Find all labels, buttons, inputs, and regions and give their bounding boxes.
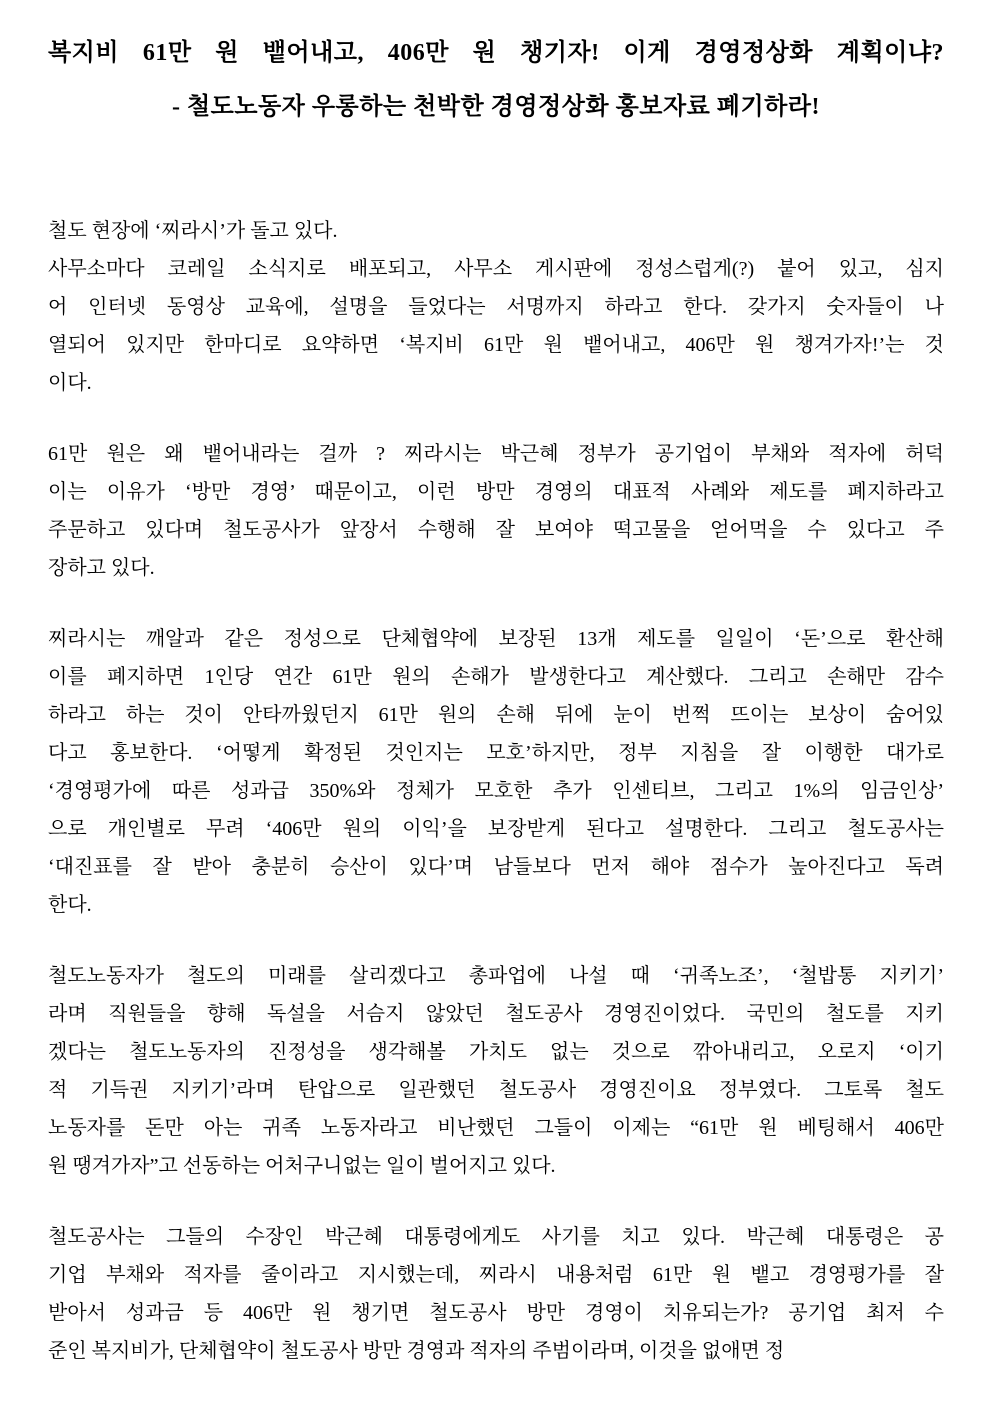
- document-title-line1: 복지비 61만 원 뱉어내고, 406만 원 챙기자! 이게 경영정상화 계획이냐?: [48, 40, 944, 66]
- document-body: [48, 212, 944, 1370]
- text-line: 철도노동자가 철도의 미래를 살리겠다고 총파업에 나설 때 ‘귀족노조’, ‘철밥통 지키기’: [48, 965, 944, 987]
- text-line: 원 땡겨가자”고 선동하는 어처구니없는 일이 벌어지고 있다.: [48, 1155, 556, 1177]
- text-line: 노동자를 돈만 아는 귀족 노동자라고 비난했던 그들이 이제는 “61만 원 베팅해서 406만: [48, 1117, 944, 1139]
- text-line: 라며 직원들을 향해 독설을 서슴지 않았던 철도공사 경영진이었다. 국민의 철도를 지키: [48, 1003, 944, 1025]
- text-line: 사무소마다 코레일 소식지로 배포되고, 사무소 게시판에 정성스럽게(?) 붙어 있고, 심지: [48, 258, 944, 280]
- text-line: 적 기득권 지키기’라며 탄압으로 일관했던 철도공사 경영진이요 정부였다. 그토록 철도: [48, 1079, 944, 1101]
- text-line: 철도공사는 그들의 수장인 박근혜 대통령에게도 사기를 치고 있다. 박근혜 대통령은 공: [48, 1226, 944, 1248]
- text-line: 61만 원은 왜 뱉어내라는 걸까 ? 찌라시는 박근혜 정부가 공기업이 부채와 적자에 허덕: [48, 443, 944, 465]
- text-line: 받아서 성과금 등 406만 원 챙기면 철도공사 방만 경영이 치유되는가? 공기업 최저 수: [48, 1302, 944, 1324]
- paragraph: [48, 1218, 944, 1370]
- text-line: 열되어 있지만 한마디로 요약하면 ‘복지비 61만 원 뱉어내고, 406만 원 챙겨가자!’는 것: [48, 334, 944, 356]
- text-line: 으로 개인별로 무려 ‘406만 원의 이익’을 보장받게 된다고 설명한다. 그리고 철도공사는: [48, 818, 944, 840]
- paragraph: [48, 957, 944, 1185]
- text-line: 하라고 하는 것이 안타까웠던지 61만 원의 손해 뒤에 눈이 번쩍 뜨이는 보상이 숨어있: [48, 704, 944, 726]
- text-line: 이다.: [48, 372, 92, 394]
- text-line: ‘대진표를 잘 받아 충분히 승산이 있다’며 남들보다 먼저 해야 점수가 높아진다고 독려: [48, 856, 944, 878]
- text-line: 기업 부채와 적자를 줄이라고 지시했는데, 찌라시 내용처럼 61만 원 뱉고 경영평가를 잘: [48, 1264, 944, 1286]
- text-line: ‘경영평가에 따른 성과급 350%와 정체가 모호한 추가 인센티브, 그리고 1%의 임금인상’: [48, 780, 944, 802]
- paragraph: [48, 620, 944, 924]
- text-line: 주문하고 있다며 철도공사가 앞장서 수행해 잘 보여야 떡고물을 얻어먹을 수 있다고 주: [48, 519, 944, 541]
- text-line: 어 인터넷 동영상 교육에, 설명을 들었다는 서명까지 하라고 한다. 갖가지 숫자들이 나: [48, 296, 944, 318]
- text-line: 한다.: [48, 894, 92, 916]
- document-title: [48, 26, 944, 134]
- paragraph: [48, 435, 944, 587]
- paragraph: [48, 250, 944, 402]
- text-line: 장하고 있다.: [48, 557, 155, 579]
- text-line: 이를 폐지하면 1인당 연간 61만 원의 손해가 발생한다고 계산했다. 그리고 손해만 감수: [48, 666, 944, 688]
- document-title-line2: - 철도노동자 우롱하는 천박한 경영정상화 홍보자료 폐기하라!: [171, 94, 821, 120]
- text-line: 다고 홍보한다. ‘어떻게 확정된 것인지는 모호’하지만, 정부 지침을 잘 이행한 대가로: [48, 742, 944, 764]
- text-line: 찌라시는 깨알과 같은 정성으로 단체협약에 보장된 13개 제도를 일일이 ‘돈’으로 환산해: [48, 628, 944, 650]
- text-line: 준인 복지비가, 단체협약이 철도공사 방만 경영과 적자의 주범이라며, 이것을 없애면 정: [48, 1340, 785, 1362]
- text-line: 이는 이유가 ‘방만 경영’ 때문이고, 이런 방만 경영의 대표적 사례와 제도를 폐지하라고: [48, 481, 944, 503]
- text-line: 겠다는 철도노동자의 진정성을 생각해볼 가치도 없는 것으로 깎아내리고, 오로지 ‘이기: [48, 1041, 944, 1063]
- paragraph: [48, 212, 944, 250]
- text-line: 철도 현장에 ‘찌라시’가 돌고 있다.: [48, 220, 338, 242]
